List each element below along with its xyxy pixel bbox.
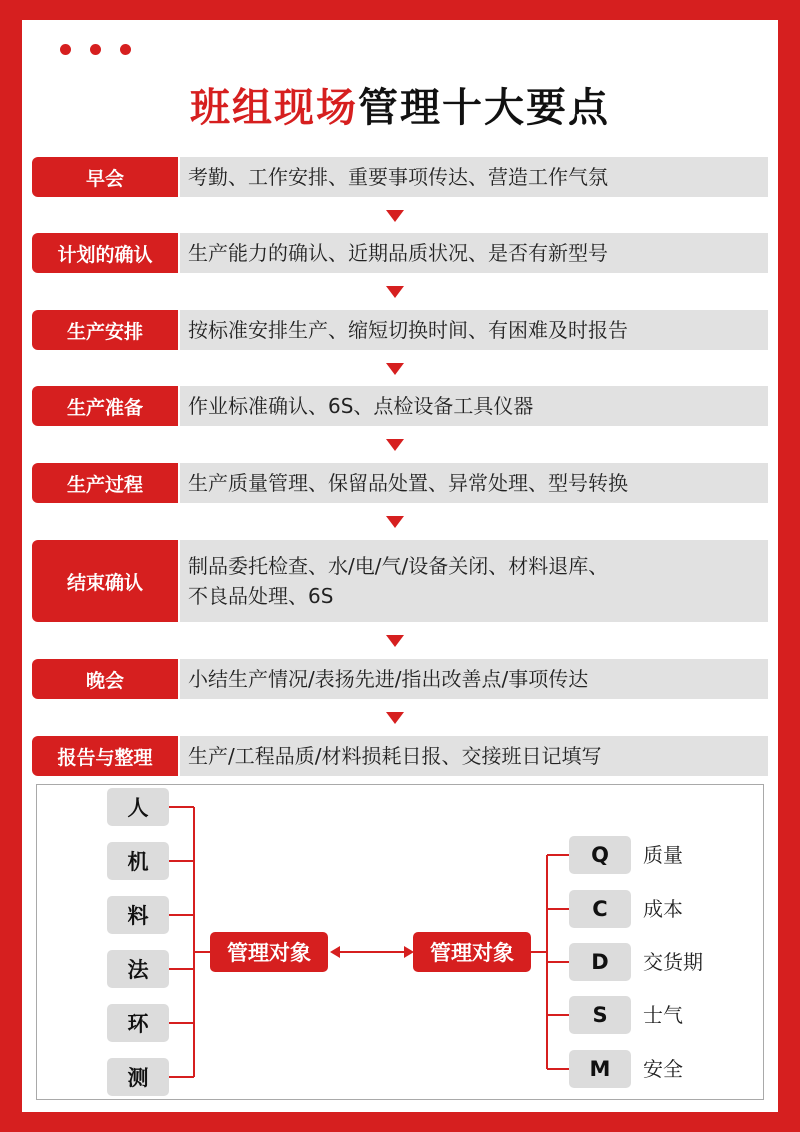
step-desc-line: 生产质量管理、保留品处置、异常处理、型号转换 <box>188 471 628 495</box>
step-row-1 <box>32 157 768 197</box>
page-title <box>22 76 778 133</box>
title-red-part: 班组现场 <box>190 85 358 131</box>
down-arrow-icon <box>386 439 404 451</box>
step-row-5 <box>32 463 768 503</box>
factor-people: 人 <box>107 788 169 826</box>
management-object-left: 管理对象 <box>210 932 328 972</box>
step-label: 生产准备 <box>32 386 178 426</box>
step-desc <box>180 463 768 503</box>
goal-label-morale: 士气 <box>643 1003 683 1027</box>
factor-measurement: 测 <box>107 1058 169 1096</box>
step-desc-line: 制品委托检查、水/电/气/设备关闭、材料退库、 <box>188 554 609 578</box>
goal-code-c: C <box>569 890 631 928</box>
step-row-3 <box>32 310 768 350</box>
step-row-8 <box>32 736 768 776</box>
step-label: 结束确认 <box>32 540 178 622</box>
goal-code-d: D <box>569 943 631 981</box>
step-label: 生产过程 <box>32 463 178 503</box>
step-desc-line: 生产能力的确认、近期品质状况、是否有新型号 <box>188 241 608 265</box>
factor-method: 法 <box>107 950 169 988</box>
factor-environment: 环 <box>107 1004 169 1042</box>
down-arrow-icon <box>386 635 404 647</box>
step-row-7 <box>32 659 768 699</box>
step-label: 晚会 <box>32 659 178 699</box>
poster-sheet <box>22 20 778 1112</box>
step-desc <box>180 233 768 273</box>
step-desc-line: 生产/工程品质/材料损耗日报、交接班日记填写 <box>188 744 602 768</box>
step-desc <box>180 310 768 350</box>
goal-code-q: Q <box>569 836 631 874</box>
step-desc <box>180 736 768 776</box>
goal-label-quality: 质量 <box>643 843 683 867</box>
down-arrow-icon <box>386 210 404 222</box>
step-desc-line: 作业标准确认、6S、点检设备工具仪器 <box>188 394 534 418</box>
goal-label-safety: 安全 <box>643 1057 683 1081</box>
down-arrow-icon <box>386 712 404 724</box>
down-arrow-icon <box>386 516 404 528</box>
factor-machine: 机 <box>107 842 169 880</box>
step-label: 计划的确认 <box>32 233 178 273</box>
step-desc <box>180 157 768 197</box>
management-diagram <box>36 784 764 1100</box>
step-desc-line: 不良品处理、6S <box>188 584 334 608</box>
goal-label-delivery: 交货期 <box>643 950 703 974</box>
step-desc <box>180 659 768 699</box>
step-label: 生产安排 <box>32 310 178 350</box>
goal-code-m: M <box>569 1050 631 1088</box>
down-arrow-icon <box>386 286 404 298</box>
step-desc-line: 考勤、工作安排、重要事项传达、营造工作气氛 <box>188 165 608 189</box>
title-black-part: 管理十大要点 <box>358 85 610 131</box>
goal-label-cost: 成本 <box>643 897 683 921</box>
step-row-2 <box>32 233 768 273</box>
step-desc <box>180 386 768 426</box>
goal-code-s: S <box>569 996 631 1034</box>
step-desc-line: 按标准安排生产、缩短切换时间、有困难及时报告 <box>188 318 628 342</box>
step-label: 早会 <box>32 157 178 197</box>
down-arrow-icon <box>386 363 404 375</box>
step-desc <box>180 540 768 622</box>
management-object-right: 管理对象 <box>413 932 531 972</box>
factor-material: 料 <box>107 896 169 934</box>
step-desc-line: 小结生产情况/表扬先进/指出改善点/事项传达 <box>188 667 589 691</box>
step-row-6 <box>32 540 768 622</box>
step-row-4 <box>32 386 768 426</box>
step-label: 报告与整理 <box>32 736 178 776</box>
